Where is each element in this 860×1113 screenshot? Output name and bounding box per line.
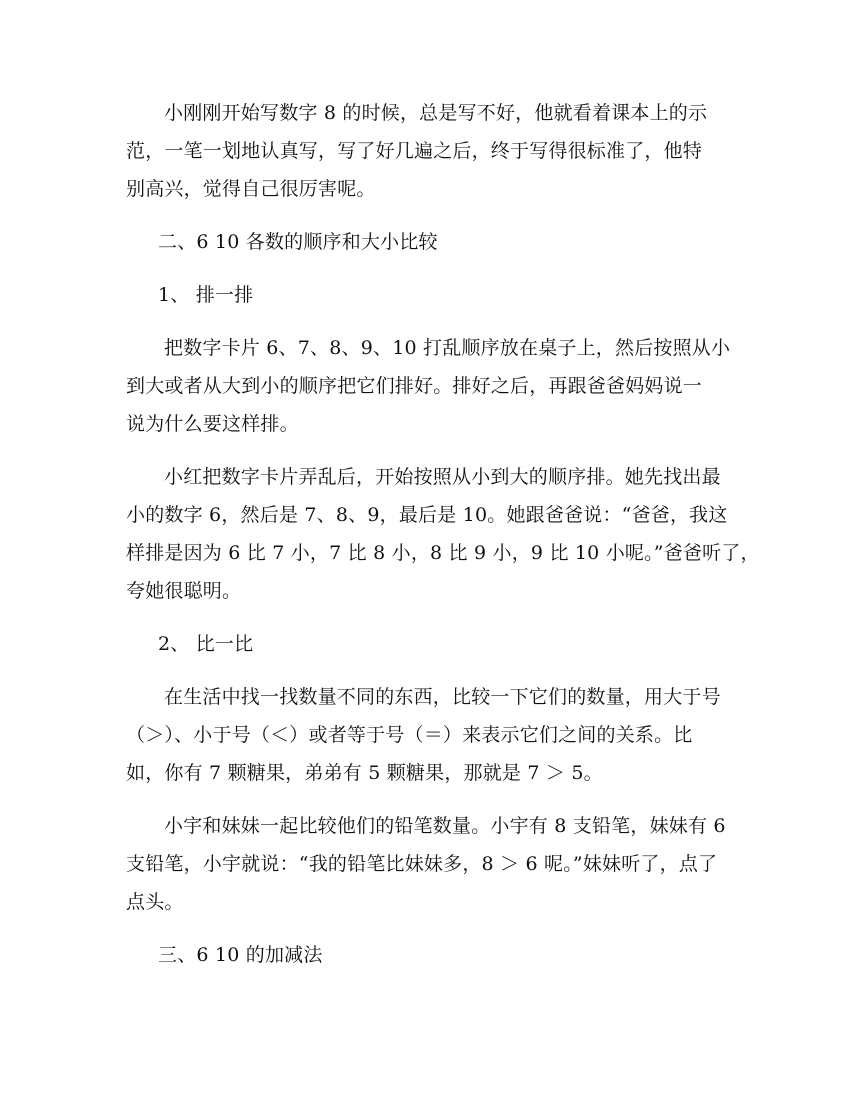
paragraph-line: 说为什么要这样排。 <box>126 413 299 435</box>
section-heading: 三、6 10 的加减法 <box>158 944 323 966</box>
paragraph-line: 小的数字 6，然后是 7、8、9，最后是 10。她跟爸爸说：“爸爸，我这 <box>126 504 728 526</box>
section-heading: 二、6 10 各数的顺序和大小比较 <box>158 231 438 253</box>
section-heading-2 <box>126 223 736 261</box>
subheading-1 <box>126 276 736 314</box>
subsection-heading: 2、 比一比 <box>158 633 254 655</box>
paragraph-2 <box>126 329 736 443</box>
subheading-2 <box>126 625 736 663</box>
paragraph-line: 小宇和妹妹一起比较他们的铅笔数量。小宇有 8 支铅笔，妹妹有 6 <box>164 815 726 837</box>
paragraph-line: 把数字卡片 6、7、8、9、10 打乱顺序放在桌子上，然后按照从小 <box>164 337 731 359</box>
paragraph-line: 到大或者从大到小的顺序把它们排好。排好之后，再跟爸爸妈妈说一 <box>126 375 703 397</box>
section-heading-3 <box>126 936 736 974</box>
paragraph-line: 样排是因为 6 比 7 小，7 比 8 小，8 比 9 小，9 比 10 小呢。”爸爸听了， <box>126 542 760 564</box>
paragraph-line: （＞）、小于号（＜）或者等于号（＝）来表示它们之间的关系。比 <box>126 724 693 746</box>
paragraph-line: 小刚刚开始写数字 8 的时候，总是写不好，他就看着课本上的示 <box>164 102 708 124</box>
paragraph-3 <box>126 458 760 610</box>
paragraph-line: 支铅笔，小宇就说：“我的铅笔比妹妹多，8 ＞ 6 呢。”妹妹听了，点了 <box>126 853 718 875</box>
paragraph-line: 如，你有 7 颗糖果，弟弟有 5 颗糖果，那就是 7 ＞ 5。 <box>126 762 603 784</box>
paragraph-line: 夸她很聪明。 <box>126 580 242 602</box>
paragraph-line: 范，一笔一划地认真写，写了好几遍之后，终于写得很标准了，他特 <box>126 140 703 162</box>
paragraph-1 <box>126 94 736 208</box>
paragraph-line: 别高兴，觉得自己很厉害呢。 <box>126 178 376 200</box>
paragraph-line: 在生活中找一找数量不同的东西，比较一下它们的数量，用大于号 <box>164 686 721 708</box>
paragraph-4 <box>126 678 736 792</box>
paragraph-5 <box>126 807 736 921</box>
paragraph-line: 小红把数字卡片弄乱后，开始按照从小到大的顺序排。她先找出最 <box>164 466 721 488</box>
subsection-heading: 1、 排一排 <box>158 284 254 306</box>
paragraph-line: 点头。 <box>126 891 184 913</box>
